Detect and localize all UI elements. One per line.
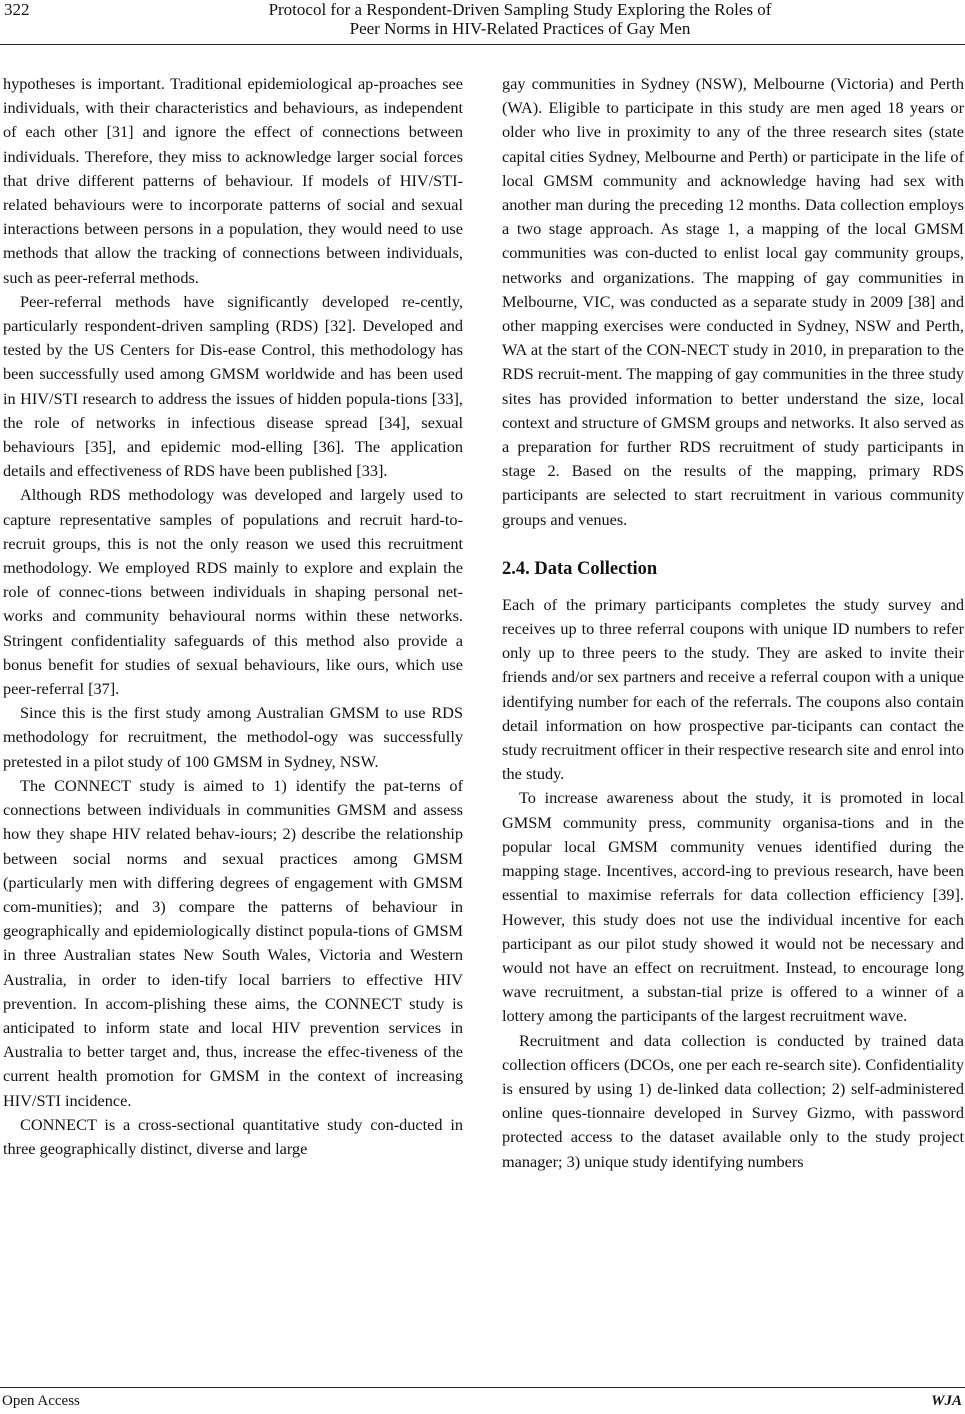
paragraph: gay communities in Sydney (NSW), Melbourne (Victoria) and Perth (WA). Eligible to participate in this study are men aged 18 years or older who live in proximity to any of the three research sites (state capital cities Sydney, Melbourne and Perth) or participate in the life of local GMSM community and acknowledge having had sex with another man during the preceding 12 months. Data collection employs a two stage approach. As stage 1, a mapping of the local GMSM communities was con-ducted to enlist local gay community groups, networks and organizations. The mapping of gay communities in Melbourne, VIC, was conducted as a separate study in 2009 [38] and other mapping exercises were conducted in Sydney, NSW and Perth, WA at the start of the CON-NECT study in 2010, in preparation to the RDS recruit-ment. The mapping of gay communities in the three study sites has provided information to better understand the size, local context and structure of GMSM groups and networks. It also served as a preparation for further RDS recruitment of study participants in stage 2. Based on the results of the mapping, primary RDS participants are selected to start recruitment in various community groups and venues.	[502, 74, 964, 529]
paragraph: To increase awareness about the study, it is promoted in local GMSM community press, community organisa-tions and in the popular local GMSM community venues identified during the mapping stage. Incentives, accord-ing to previous research, have been essential to maximise referrals for data collection efficiency [39]. However, this study does not use the individual incentive for each participant as our pilot study showed it would not be necessary and would not have an effect on recruitment. Instead, to encourage long wave recruitment, a substan-tial prize is offered to a winner of a lottery among the participants of the largest recruitment wave.	[502, 788, 964, 1026]
page-number: 322	[4, 0, 30, 19]
page-footer	[0, 1387, 965, 1411]
right-column	[502, 72, 964, 1174]
paragraph: CONNECT is a cross-sectional quantitative study con-ducted in three geographically distinct, diverse and large	[3, 1114, 463, 1158]
paragraph: Since this is the first study among Australian GMSM to use RDS methodology for recruitment, the methodol-ogy was successfully pretested in a pilot study of 100 GMSM in Sydney, NSW.	[3, 703, 463, 771]
paragraph: Although RDS methodology was developed and largely used to capture representative samples of populations and recruit hard-to-recruit groups, this is not the only reason we used this recruitment methodology. We employed RDS mainly to explore and explain the role of connec-tions between individuals in shaping personal net-works and community behavioural norms within these networks. Stringent confidentiality safeguards of this method also provide a bonus benefit for studies of sexual behaviours, like ours, which use peer-referral [37].	[3, 485, 463, 699]
paragraph: Recruitment and data collection is conducted by trained data collection officers (DCOs, one per each re-search site). Confidentiality is ensured by using 1) de-linked data collection; 2) self-administered online ques-tionnaire developed in Survey Gizmo, with password protected access to the dataset available only to the study project manager; 3) unique study identifying numbers	[502, 1030, 964, 1171]
left-column	[3, 72, 463, 1161]
paragraph: The CONNECT study is aimed to 1) identify the pat-terns of connections between individuals in communities GMSM and assess how they shape HIV related behav-iours; 2) describe the relationship between social norms and sexual practices among GMSM (particularly men with differing degrees of engagement with GMSM com-munities); and 3) compare the patterns of behaviour in geographically and epidemiologically distinct popula-tions of GMSM in three Australian states New South Wales, Victoria and Western Australia, in order to iden-tify local barriers to effective HIV prevention. In accom-plishing these aims, the CONNECT study is anticipated to inform state and local HIV prevention services in Australia to better target and, thus, increase the effec-tiveness of the current health promotion for GMSM in the context of increasing HIV/STI incidence.	[3, 775, 463, 1110]
running-header	[0, 0, 965, 48]
paragraph: Each of the primary participants completes the study survey and receives up to three referral coupons with unique ID numbers to refer only up to three peers to the study. They are asked to invite their friends and/or sex partners and receive a referral coupon with a unique identifying number for each of the referrals. The coupons also contain detail information on how prospective par-ticipants can contact the study recruitment officer in their respective research site and enrol into the study.	[502, 594, 964, 784]
footer-journal-abbrev: WJA	[931, 1393, 962, 1409]
section-heading: 2.4. Data Collection	[502, 558, 658, 579]
running-title-line-1: Protocol for a Respondent-Driven Sampling Study Exploring the Roles of	[268, 0, 772, 19]
footer-open-access: Open Access	[2, 1393, 80, 1409]
paragraph: hypotheses is important. Traditional epidemiological ap-proaches see individuals, with their characteristics and behaviours, as independent of each other [31] and ignore the effect of connections between individuals. Therefore, they miss to acknowledge larger social forces that drive different patterns of behaviour. If models of HIV/STI-related behaviours were to incorporate patterns of social and sexual interactions between persons in a population, they would need to use methods that allow the tracking of connections between individuals, such as peer-referral methods.	[3, 74, 463, 287]
footer-rule	[0, 1387, 965, 1388]
header-rule	[0, 44, 965, 45]
running-title-line-2: Peer Norms in HIV-Related Practices of Gay Men	[349, 19, 691, 38]
running-title	[190, 0, 850, 38]
paragraph: Peer-referral methods have significantly developed re-cently, particularly respondent-driven sampling (RDS) [32]. Developed and tested by the US Centers for Dis-ease Control, this methodology has been successfully used among GMSM worldwide and has been used in HIV/STI research to address the issues of hidden popula-tions [33], the role of networks in infectious disease spread [34], sexual behaviours [35], and epidemic mod-elling [36]. The application details and effectiveness of RDS have been published [33].	[3, 291, 463, 481]
